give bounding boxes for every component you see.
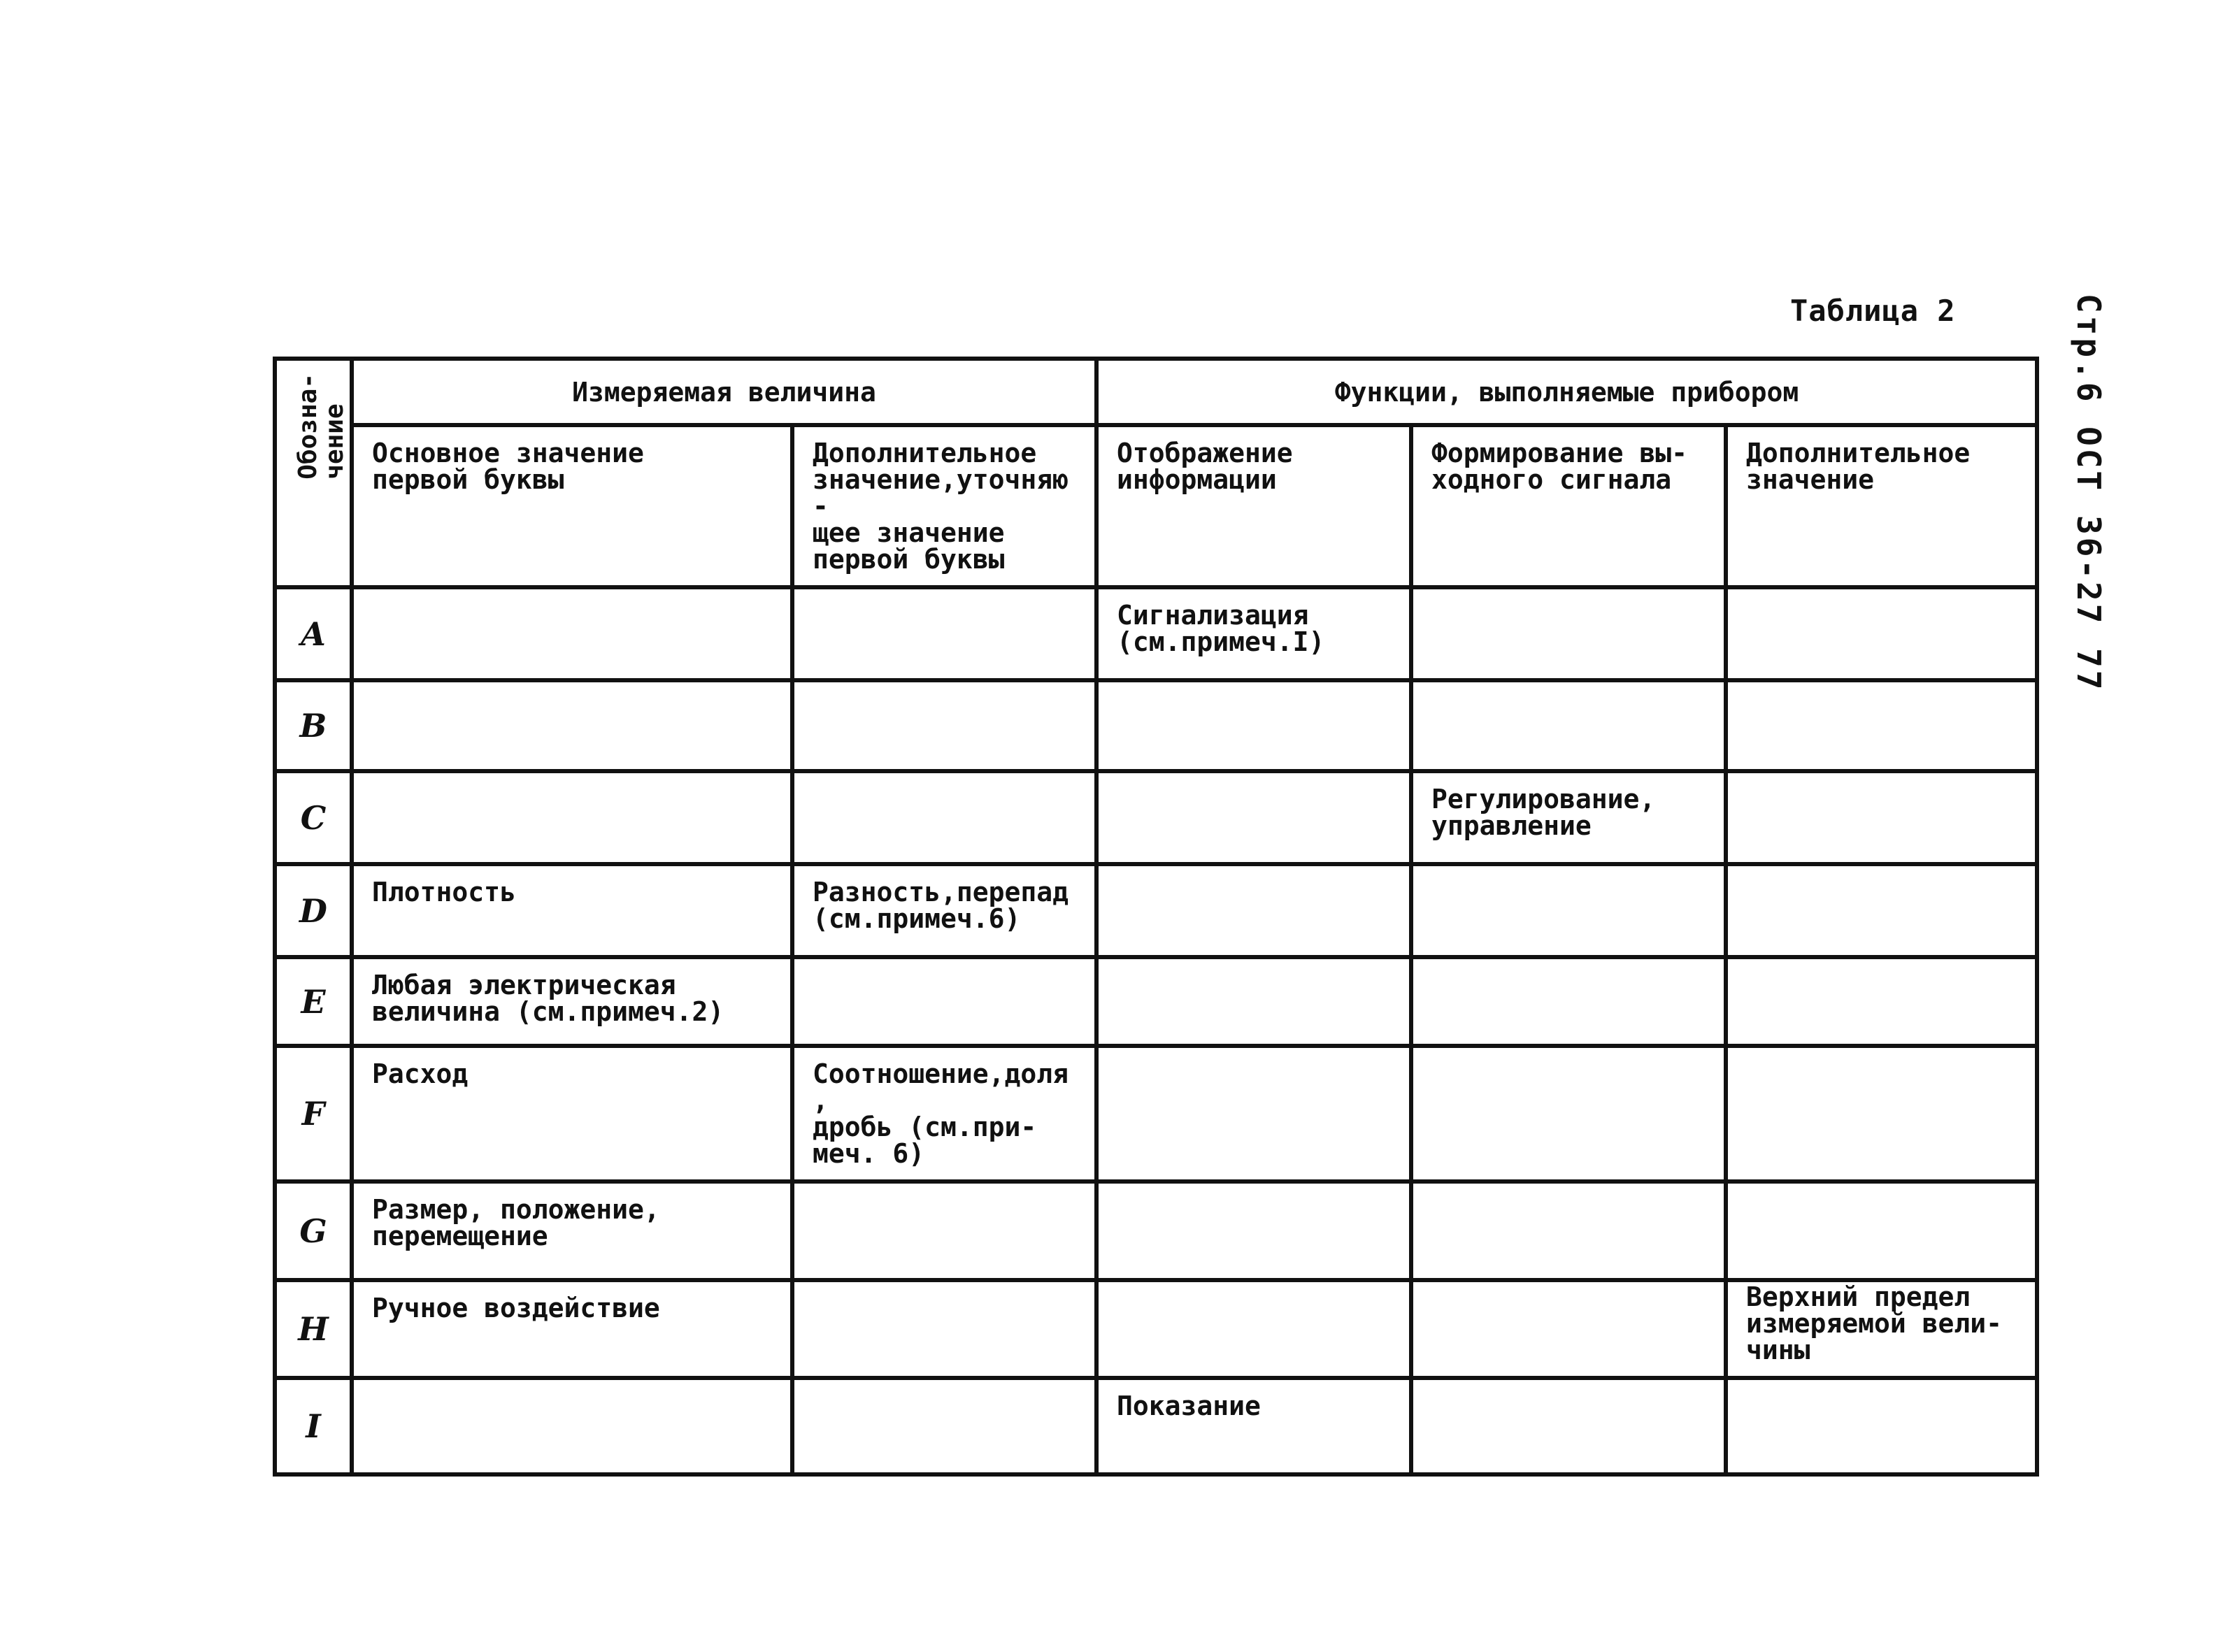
table-row bbox=[275, 587, 2037, 680]
table-cell bbox=[1096, 771, 1411, 864]
table-cell bbox=[352, 771, 792, 864]
table-cell bbox=[1411, 587, 1726, 680]
designation-table bbox=[273, 357, 2039, 1477]
table-cell bbox=[1096, 680, 1411, 771]
table-cell: Разность,перепад (см.примеч.6) bbox=[792, 864, 1096, 957]
row-letter: C bbox=[275, 771, 352, 864]
table-cell: Показание bbox=[1096, 1378, 1411, 1474]
table-row bbox=[275, 1378, 2037, 1474]
table-row bbox=[275, 957, 2037, 1046]
table-cell bbox=[792, 771, 1096, 864]
group-header-measured: Измеряемая величина bbox=[352, 359, 1096, 425]
table-cell bbox=[1726, 587, 2037, 680]
table-cell bbox=[1096, 864, 1411, 957]
table-cell bbox=[352, 1378, 792, 1474]
row-letter: F bbox=[275, 1046, 352, 1181]
table-row bbox=[275, 680, 2037, 771]
table-cell: Регулирование, управление bbox=[1411, 771, 1726, 864]
table-cell bbox=[1411, 1378, 1726, 1474]
group-header-functions: Функции, выполняемые прибором bbox=[1096, 359, 2037, 425]
row-letter: H bbox=[275, 1280, 352, 1378]
table-cell bbox=[1726, 1046, 2037, 1181]
column-header-main-meaning: Основное значение первой буквы bbox=[352, 425, 792, 587]
table-cell: Расход bbox=[352, 1046, 792, 1181]
table-cell bbox=[1411, 957, 1726, 1046]
page-standard-code: Стр.6 ОСТ 36-27 77 bbox=[2070, 294, 2108, 693]
column-header-display: Отображение информации bbox=[1096, 425, 1411, 587]
table-cell bbox=[1411, 864, 1726, 957]
column-header-additional-meaning: Дополнительное значение,уточняю- щее значение первой буквы bbox=[792, 425, 1096, 587]
row-letter: E bbox=[275, 957, 352, 1046]
table-cell: Плотность bbox=[352, 864, 792, 957]
table-cell bbox=[1096, 1181, 1411, 1280]
table-cell bbox=[792, 587, 1096, 680]
row-letter: I bbox=[275, 1378, 352, 1474]
designation-header-label: Обозна- чение bbox=[294, 373, 349, 480]
table-cell: Размер, положение, перемещение bbox=[352, 1181, 792, 1280]
table-cell bbox=[352, 680, 792, 771]
table-cell bbox=[1411, 680, 1726, 771]
table-cell bbox=[1726, 1378, 2037, 1474]
table-cell bbox=[1096, 957, 1411, 1046]
table-row bbox=[275, 1181, 2037, 1280]
column-header-additional-value: Дополнительное значение bbox=[1726, 425, 2037, 587]
row-letter: D bbox=[275, 864, 352, 957]
table-cell: Любая электрическая величина (см.примеч.2) bbox=[352, 957, 792, 1046]
table-cell: Сигнализация (см.примеч.I) bbox=[1096, 587, 1411, 680]
table-cell bbox=[1411, 1280, 1726, 1378]
table-cell bbox=[352, 587, 792, 680]
row-letter: B bbox=[275, 680, 352, 771]
table-cell bbox=[1726, 1181, 2037, 1280]
row-letter: G bbox=[275, 1181, 352, 1280]
table-cell bbox=[792, 1280, 1096, 1378]
table-cell bbox=[1726, 864, 2037, 957]
table-cell bbox=[792, 1378, 1096, 1474]
table-row bbox=[275, 771, 2037, 864]
column-header-output-signal: Формирование вы- ходного сигнала bbox=[1411, 425, 1726, 587]
table-cell bbox=[1726, 957, 2037, 1046]
table-row bbox=[275, 1046, 2037, 1181]
table-cell: Ручное воздействие bbox=[352, 1280, 792, 1378]
table-row bbox=[275, 864, 2037, 957]
table-row bbox=[275, 1280, 2037, 1378]
row-letter: A bbox=[275, 587, 352, 680]
table-cell bbox=[1726, 771, 2037, 864]
table-cell: Верхний предел измеряемой вели- чины bbox=[1726, 1280, 2037, 1378]
table-cell bbox=[1411, 1046, 1726, 1181]
table-cell bbox=[1096, 1280, 1411, 1378]
designation-header bbox=[275, 359, 352, 587]
table-cell bbox=[1411, 1181, 1726, 1280]
table-cell bbox=[792, 957, 1096, 1046]
table-cell: Соотношение,доля, дробь (см.при- меч. 6) bbox=[792, 1046, 1096, 1181]
table-cell bbox=[1726, 680, 2037, 771]
table-cell bbox=[1096, 1046, 1411, 1181]
table-cell bbox=[792, 1181, 1096, 1280]
table-cell bbox=[792, 680, 1096, 771]
table-caption: Таблица 2 bbox=[1790, 294, 1956, 328]
